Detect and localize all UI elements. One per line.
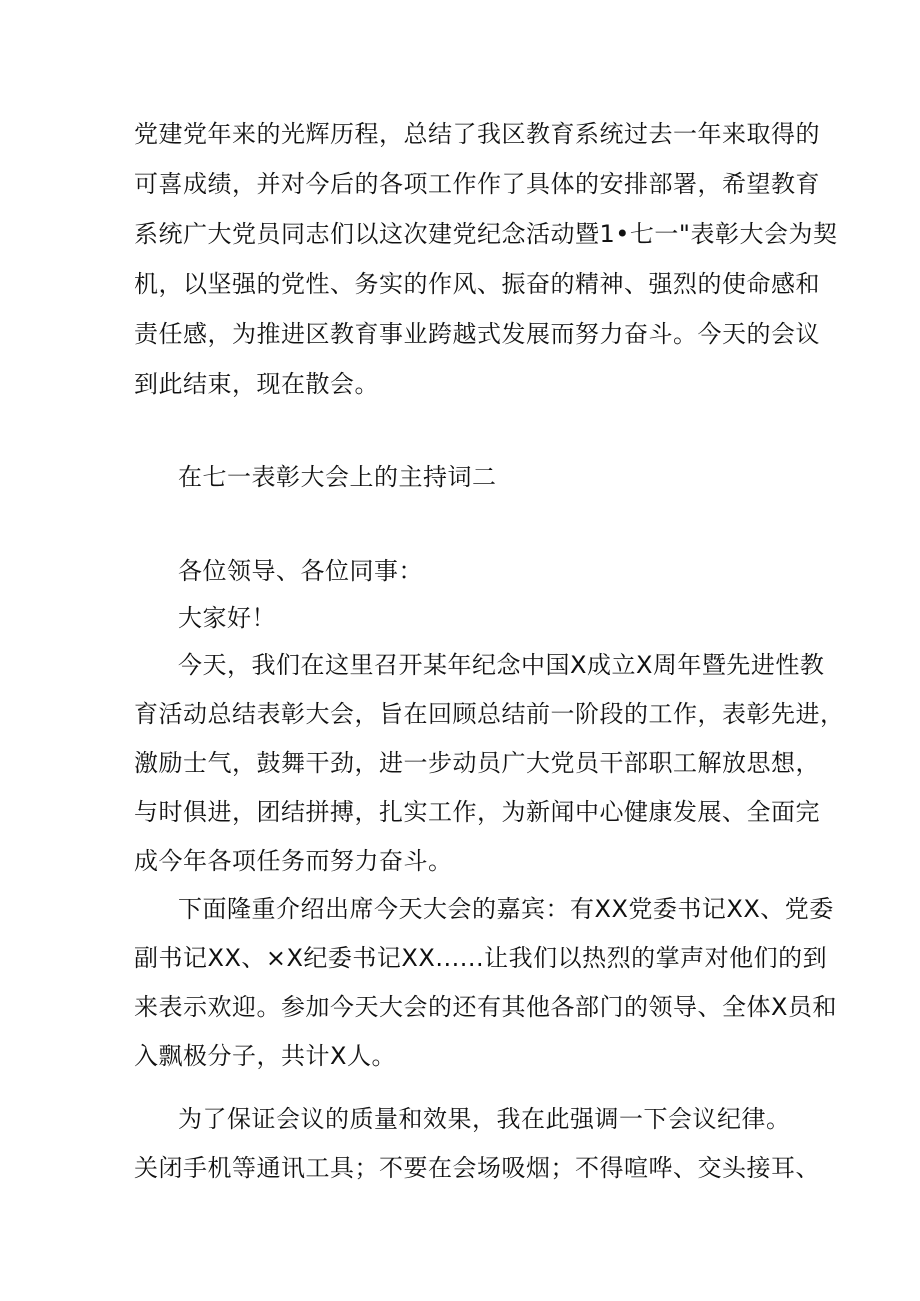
paragraph-line: 激励士气，鼓舞干劲，进一步动员广大党员干部职工解放思想， xyxy=(134,749,820,777)
paragraph-line: 来表示欢迎。参加今天大会的还有其他各部门的领导、全体X员和 xyxy=(134,993,837,1021)
paragraph-line: 成今年各项任务而努力奋斗。 xyxy=(134,847,453,875)
paragraph-line: 下面隆重介绍出席今天大会的嘉宾：有XX党委书记XX、党委 xyxy=(178,895,834,923)
paragraph-line: 关闭手机等通讯工具；不要在会场吸烟；不得喧哗、交头接耳、 xyxy=(134,1154,820,1182)
paragraph-line: 副书记XX、×X纪委书记XX......让我们以热烈的掌声对他们的到 xyxy=(134,944,828,972)
paragraph-line: 系统广大党员同志们以这次建党纪念活动暨1•七一"表彰大会为契 xyxy=(134,220,838,248)
paragraph-line: 可喜成绩，并对今后的各项工作作了具体的安排部署，希望教育 xyxy=(134,170,820,198)
greeting: 大家好！ xyxy=(178,604,276,632)
paragraph-line: 责任感，为推进区教育事业跨越式发展而努力奋斗。今天的会议 xyxy=(134,320,820,348)
paragraph-line: 与时俱进，团结拼搏，扎实工作，为新闻中心健康发展、全面完 xyxy=(134,798,820,826)
paragraph-line: 今天，我们在这里召开某年纪念中国X成立X周年暨先进性教 xyxy=(178,651,825,679)
paragraph-line: 党建党年来的光辉历程，总结了我区教育系统过去一年来取得的 xyxy=(134,120,820,148)
paragraph-line: 为了保证会议的质量和效果，我在此强调一下会议纪律。 xyxy=(178,1105,791,1133)
salutation: 各位领导、各位同事： xyxy=(178,557,423,585)
paragraph-line: 到此结束，现在散会。 xyxy=(134,370,379,398)
paragraph-line: 入飘极分子，共计X人。 xyxy=(134,1042,396,1070)
paragraph-line: 机，以坚强的党性、务实的作风、振奋的精神、强烈的使命感和 xyxy=(134,270,820,298)
paragraph-line: 育活动总结表彰大会，旨在回顾总结前一阶段的工作，表彰先进， xyxy=(134,700,845,728)
section-title: 在七一表彰大会上的主持词二 xyxy=(178,463,497,491)
